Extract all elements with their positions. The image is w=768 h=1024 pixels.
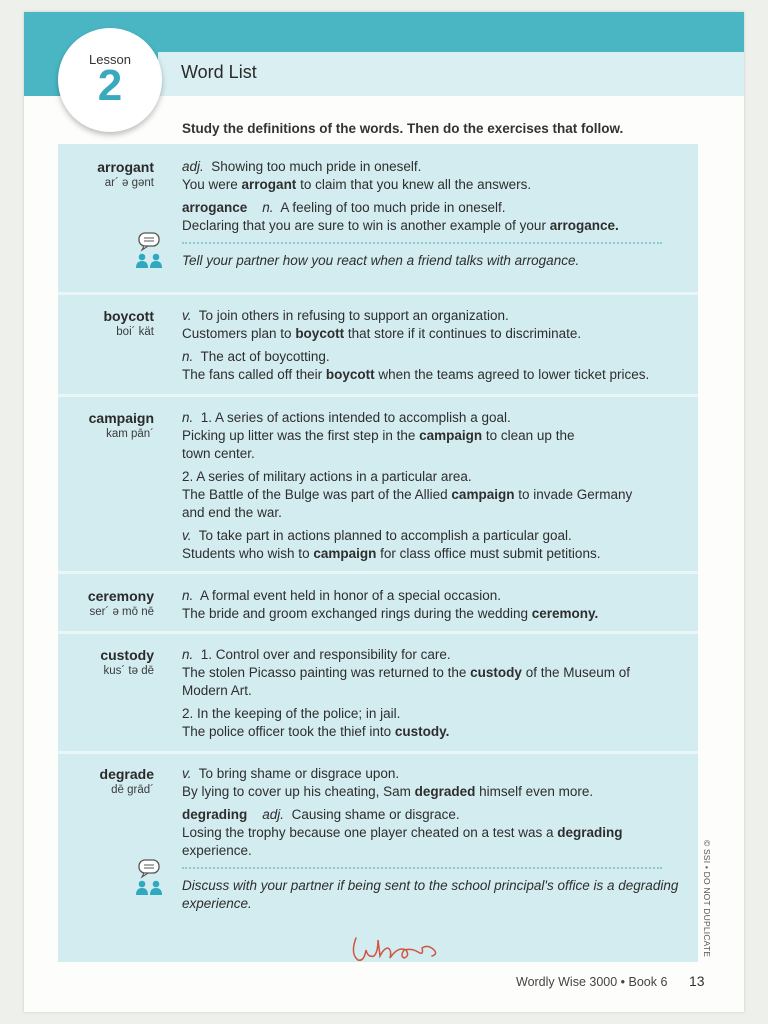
part-of-speech: v. [182,308,192,323]
definition-block [182,307,692,384]
part-of-speech: n. [182,410,194,425]
example-text: of the Museum of [521,665,630,680]
definition-line [182,307,692,325]
example-text: The police officer took the thief into [182,724,395,739]
example-text: himself even more. [475,784,594,799]
partner-prompt-continuation: experience. [182,896,252,911]
headword-block [58,158,154,190]
pronunciation: ser´ ə mō nē [89,606,154,618]
definition-block [182,765,692,913]
example-keyword: custody. [394,724,450,739]
example-keyword: ceremony. [531,606,599,621]
example-keyword: degraded [414,784,476,799]
definition-block [182,158,692,270]
section-divider [58,571,698,574]
example-text: Picking up litter was the first step in the [182,428,420,443]
definition-text: A feeling of too much pride in oneself. [280,200,506,215]
definition-block [182,409,692,563]
dotted-divider [182,242,662,244]
example-text: The fans called off their [182,367,326,382]
definition-text: 1. A series of actions intended to accomplish a goal. [200,410,511,425]
handwritten-signature [348,926,444,968]
example-sentence [182,427,692,445]
example-keyword: campaign [419,428,483,443]
section-divider [58,394,698,397]
definition-line [182,348,692,366]
pronunciation: boi´ kät [116,326,154,338]
headword: degrade [99,766,154,782]
example-continuation: experience. [182,843,252,858]
definition-text: Causing shame or disgrace. [291,807,460,822]
definition-text: To bring shame or disgrace upon. [198,766,400,781]
headword-block [58,646,154,678]
example-text: The Battle of the Bulge was part of the Allied [182,487,452,502]
definition-text: The act of boycotting. [200,349,330,364]
headword: boycott [103,308,154,324]
part-of-speech: adj. [262,807,285,822]
headword-block [58,307,154,339]
example-sentence [182,783,692,801]
example-keyword: boycott [325,367,375,382]
example-text: Losing the trophy because one player cheated on a test was a [182,825,558,840]
example-sentence [182,325,692,343]
partner-prompt: Tell your partner how you react when a friend talks with arrogance. [182,253,580,268]
headword-block [58,409,154,441]
example-sentence [182,824,692,842]
lesson-number: 2 [97,61,123,110]
definition-line [182,765,692,783]
partner-talk-icon [132,859,166,899]
headword: campaign [88,410,154,426]
example-keyword: arrogance. [549,218,619,233]
definition-line [182,587,692,605]
derived-word: arrogance [182,200,248,215]
definition-text: 1. Control over and responsibility for care. [200,647,451,662]
definition-text: To join others in refusing to support an organization. [198,308,509,323]
part-of-speech: n. [182,647,194,662]
partner-talk-icon [132,232,166,272]
example-sentence [182,605,692,623]
word-list-panel [58,144,698,962]
example-keyword: campaign [313,546,377,561]
example-sentence [182,366,692,384]
part-of-speech: n. [182,588,194,603]
pronunciation: dē grād´ [111,784,154,796]
section-divider [58,292,698,295]
example-sentence [182,217,692,235]
example-text: You were [182,177,242,192]
derived-word: degrading [182,807,248,822]
example-text: to claim that you knew all the answers. [296,177,532,192]
definition-line [182,199,692,217]
copyright-notice: © SSI • DO NOT DUPLICATE [702,840,712,958]
example-text: to invade Germany [514,487,633,502]
example-text: Customers plan to [182,326,296,341]
example-text: Students who wish to [182,546,314,561]
definition-line [182,409,692,427]
definition-line [182,806,692,824]
example-sentence [182,723,692,741]
definition-line: 2. A series of military actions in a particular area. [182,469,472,484]
lesson-badge [58,28,162,132]
example-text: The bride and groom exchanged rings during the wedding [182,606,532,621]
example-text: that store if it continues to discriminate. [344,326,582,341]
definition-line [182,158,692,176]
section-divider [58,631,698,634]
headword-block [58,587,154,619]
section-divider [58,751,698,754]
part-of-speech: n. [182,349,194,364]
example-keyword: campaign [451,487,515,502]
example-keyword: arrogant [241,177,297,192]
part-of-speech: n. [262,200,274,215]
page-title: Word List [181,62,257,82]
lesson-label: Lesson [89,52,131,67]
pronunciation: ar´ ə gənt [104,177,154,189]
example-text: The stolen Picasso painting was returned to the [182,665,471,680]
example-text: By lying to cover up his cheating, Sam [182,784,415,799]
instructions: Study the definitions of the words. Then do the exercises that follow. [182,121,624,136]
example-sentence [182,664,692,682]
definition-block [182,587,692,623]
example-text: when the teams agreed to lower ticket prices. [374,367,650,382]
part-of-speech: adj. [182,159,204,174]
definition-line: 2. In the keeping of the police; in jail. [182,706,401,721]
example-text: for class office must submit petitions. [376,546,601,561]
example-text: to clean up the [482,428,575,443]
example-sentence [182,545,692,563]
headword: ceremony [87,588,154,604]
book-footer: Wordly Wise 3000 • Book 6 [516,975,668,989]
definition-text: To take part in actions planned to accomplish a particular goal. [198,528,572,543]
example-keyword: boycott [295,326,345,341]
dotted-divider [182,867,662,869]
example-text: Declaring that you are sure to win is another example of your [182,218,550,233]
example-sentence [182,486,692,504]
partner-prompt: Discuss with your partner if being sent to the school principal's office is a degrading [182,878,679,893]
page-number: 13 [689,973,705,989]
example-continuation: and end the war. [182,505,282,520]
part-of-speech: v. [182,766,192,781]
definition-text: Showing too much pride in oneself. [211,159,422,174]
workbook-page [24,12,744,1012]
definition-line [182,646,692,664]
pronunciation: kus´ tə dē [103,665,154,677]
example-continuation: town center. [182,446,255,461]
headword: arrogant [97,159,154,175]
headword: custody [100,647,154,663]
example-continuation: Modern Art. [182,683,252,698]
definition-text: A formal event held in honor of a special occasion. [200,588,501,603]
definition-line [182,527,692,545]
example-keyword: custody [470,665,522,680]
pronunciation: kam pān´ [106,428,154,440]
example-keyword: degrading [557,825,623,840]
headword-block [58,765,154,797]
definition-block [182,646,692,741]
part-of-speech: v. [182,528,192,543]
example-sentence [182,176,692,194]
